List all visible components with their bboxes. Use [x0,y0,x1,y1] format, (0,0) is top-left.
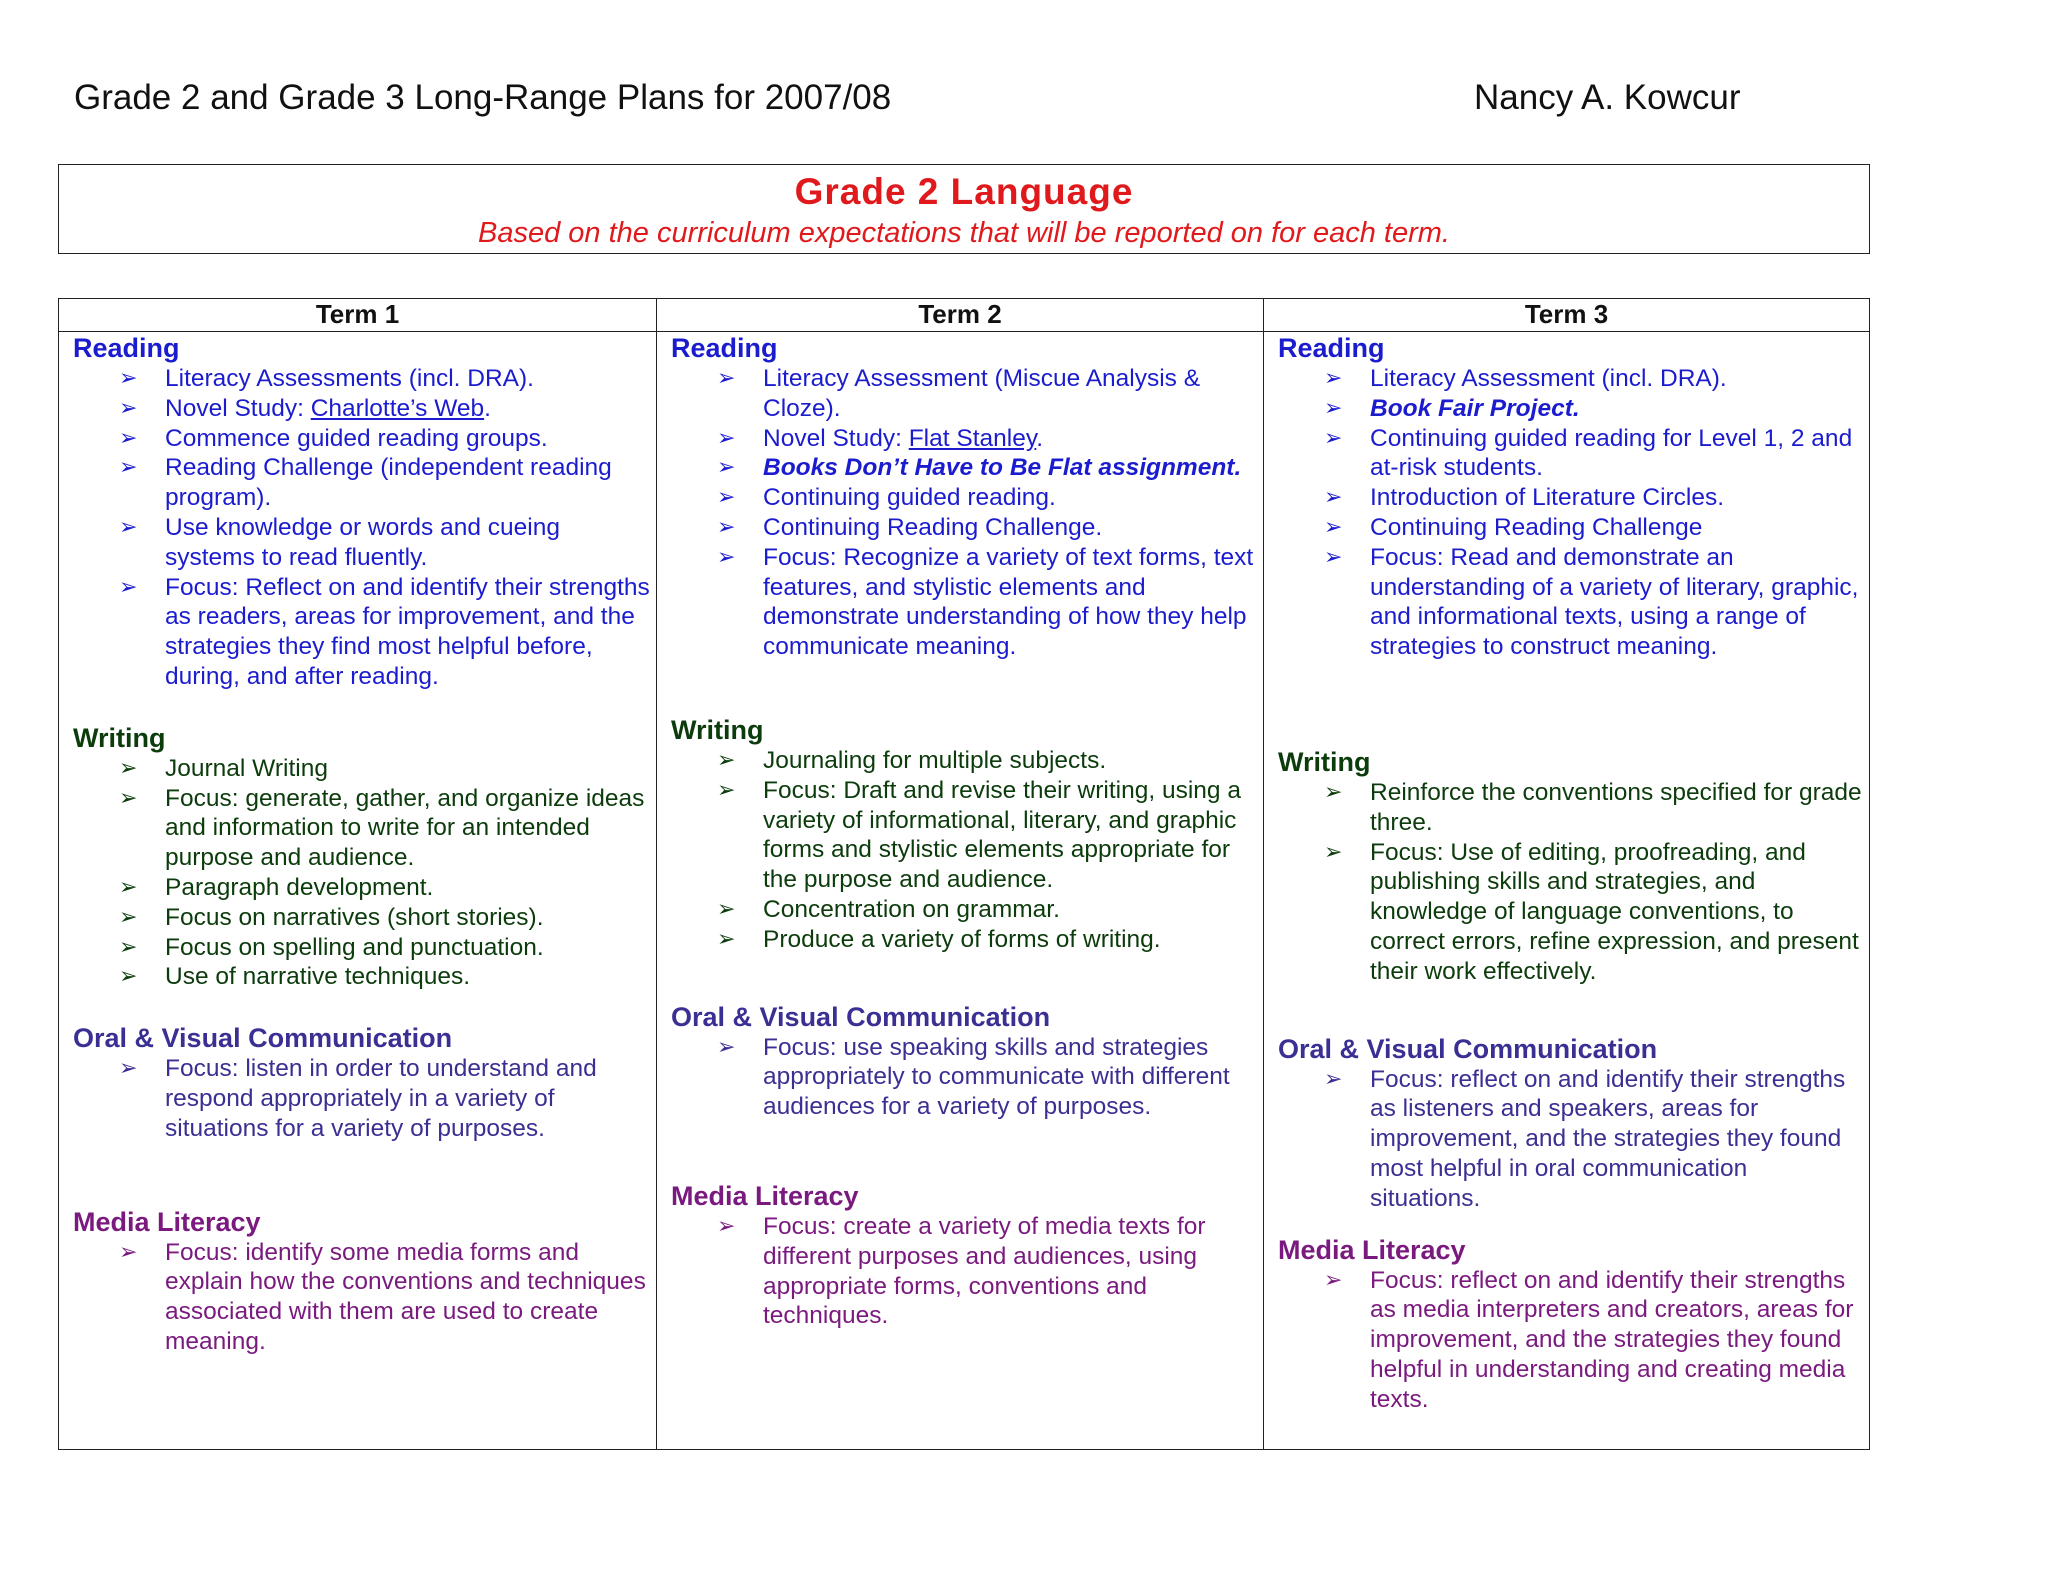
reading-heading: Reading [73,333,180,363]
arrowhead-bullet-icon: ➢ [1324,1267,1343,1293]
arrowhead-bullet-icon: ➢ [1324,544,1343,570]
writing-section [73,722,650,992]
writing-heading: Writing [671,714,764,745]
oral-section [1278,1033,1863,1214]
oral-heading: Oral & Visual Communication [1278,1033,1658,1064]
item-text: . [1036,424,1044,452]
list-item [119,573,650,692]
item-text: Focus: Reflect on and identify their strengths as readers, areas for improvement, and the strategies they find most helpful before, during, and after reading. [165,573,650,690]
list-item [717,543,1257,662]
list-item [717,925,1257,955]
arrowhead-bullet-icon: ➢ [119,1239,138,1265]
arrowhead-bullet-icon: ➢ [717,747,736,773]
item-text: Concentration on grammar. [763,895,1060,923]
reading-list [1278,364,1863,662]
item-text: Novel Study: [763,424,909,452]
arrowhead-bullet-icon: ➢ [717,544,736,570]
item-text: Reading Challenge (independent reading program). [165,454,612,512]
oral-heading: Oral & Visual Communication [73,1023,453,1054]
media-list [73,1238,650,1357]
list-item [1324,1065,1863,1214]
writing-list [73,754,650,992]
arrowhead-bullet-icon: ➢ [717,926,736,952]
list-item [119,784,650,873]
oral-list [1278,1065,1863,1214]
reading-section [1278,332,1863,662]
list-item [717,364,1257,424]
list-item [717,895,1257,925]
arrowhead-bullet-icon: ➢ [119,455,138,481]
oral-list [73,1054,650,1143]
term-body [657,332,1263,1331]
item-text: Continuing Reading Challenge [1370,513,1703,541]
arrowhead-bullet-icon: ➢ [119,395,138,421]
arrowhead-bullet-icon: ➢ [119,934,138,960]
item-text: Focus: reflect on and identify their strengths as media interpreters and creators, areas for improvement, and the strategies they found helpful in understanding and creating media texts. [1370,1266,1854,1413]
list-item [717,453,1257,483]
list-item [119,1054,650,1143]
list-item [119,364,650,394]
list-item [717,776,1257,895]
item-text: Focus: Recognize a variety of text forms, text features, and stylistic elements and demonstrate understanding of how they help communicate meaning. [763,543,1254,661]
item-text: Introduction of Literature Circles. [1370,484,1725,512]
arrowhead-bullet-icon: ➢ [1324,425,1343,451]
banner-title: Grade 2 Language [794,171,1134,212]
list-item [119,903,650,933]
arrowhead-bullet-icon: ➢ [119,964,138,990]
list-item [1324,1266,1863,1415]
list-item [1324,483,1863,513]
list-item [119,453,650,513]
arrowhead-bullet-icon: ➢ [119,425,138,451]
document-author: Nancy A. Kowcur [1474,78,1741,117]
list-item [119,1238,650,1357]
item-text: Focus on narratives (short stories). [165,903,544,931]
term-column-2 [657,299,1264,1449]
media-heading: Media Literacy [671,1180,859,1211]
list-item [1324,838,1863,987]
arrowhead-bullet-icon: ➢ [717,455,736,481]
item-text: Focus: reflect on and identify their strengths as listeners and speakers, areas for improvement, and the strategies they found most helpful in oral communication situations. [1370,1065,1846,1212]
novel-title: Charlotte’s Web [310,394,485,422]
arrowhead-bullet-icon: ➢ [1324,485,1343,511]
banner-subtitle: Based on the curriculum expectations that will be reported on for each term. [477,217,1450,249]
list-item [1324,424,1863,484]
item-text: Produce a variety of forms of writing. [763,925,1161,953]
arrowhead-bullet-icon: ➢ [717,896,736,922]
media-section [1278,1234,1863,1415]
item-text: . [484,394,491,422]
term-header: Term 1 [59,299,656,332]
item-text: Novel Study: [165,394,311,422]
arrowhead-bullet-icon: ➢ [1324,395,1343,421]
reading-section [73,332,650,692]
arrowhead-bullet-icon: ➢ [717,1213,736,1239]
item-text: Focus: use speaking skills and strategies appropriately to communicate with different audiences for a variety of purposes. [763,1033,1230,1121]
writing-heading: Writing [73,722,166,753]
arrowhead-bullet-icon: ➢ [717,425,736,451]
list-item [119,873,650,903]
arrowhead-bullet-icon: ➢ [119,574,138,600]
item-text: Journaling for multiple subjects. [763,746,1107,774]
item-text: Continuing guided reading for Level 1, 2 and at-risk students. [1370,424,1853,482]
item-text-emphasis: Books Don’t Have to Be Flat assignment. [763,454,1242,482]
list-item [1324,513,1863,543]
arrowhead-bullet-icon: ➢ [119,1056,138,1082]
list-item [1324,364,1863,394]
reading-heading: Reading [671,333,778,363]
arrowhead-bullet-icon: ➢ [119,874,138,900]
item-text: Focus: listen in order to understand and respond appropriately in a variety of situations for a variety of purposes. [165,1055,597,1142]
term-column-1 [59,299,657,1449]
media-heading: Media Literacy [73,1206,261,1237]
list-item [717,1212,1257,1331]
item-text: Continuing Reading Challenge. [763,513,1103,541]
arrowhead-bullet-icon: ➢ [119,904,138,930]
reading-list [671,364,1257,662]
item-text: Focus: Read and demonstrate an understanding of a variety of literary, graphic, and informational texts, using a range of strategies to construct meaning. [1370,543,1859,661]
writing-section [1278,746,1863,987]
item-text-emphasis: Book Fair Project. [1370,394,1580,422]
item-text: Use knowledge or words and cueing systems to read fluently. [165,513,560,571]
term-body [59,332,656,1357]
subject-banner [58,164,1870,254]
arrowhead-bullet-icon: ➢ [1324,366,1343,391]
item-text: Continuing guided reading. [763,484,1056,512]
reading-list [73,364,650,692]
list-item [717,513,1257,543]
item-text: Reinforce the conventions specified for grade three. [1370,778,1862,836]
term-header: Term 2 [657,299,1263,332]
list-item [1324,543,1863,662]
item-text: Focus: identify some media forms and explain how the conventions and techniques associated with them are used to create meaning. [165,1238,646,1355]
item-text: Journal Writing [165,754,328,782]
arrowhead-bullet-icon: ➢ [119,514,138,540]
document-title: Grade 2 and Grade 3 Long-Range Plans for 2007/08 [74,78,892,117]
item-text: Focus: Use of editing, proofreading, and publishing skills and strategies, and knowledge of language conventions, to correct errors, refine expression, and present their work effectively. [1370,838,1859,985]
media-section [73,1206,650,1357]
item-text: Commence guided reading groups. [165,424,548,452]
arrowhead-bullet-icon: ➢ [717,485,736,511]
item-text: Focus: create a variety of media texts for different purposes and audiences, using appropriate forms, conventions and techniques. [763,1212,1206,1330]
item-text: Focus: generate, gather, and organize ideas and information to write for an intended purpose and audience. [165,784,645,872]
oral-section [671,1001,1257,1122]
arrowhead-bullet-icon: ➢ [1324,839,1343,865]
list-item [717,1033,1257,1122]
writing-section [671,714,1257,955]
list-item [119,394,650,424]
arrowhead-bullet-icon: ➢ [717,514,736,540]
arrowhead-bullet-icon: ➢ [1324,1066,1343,1092]
media-heading: Media Literacy [1278,1234,1466,1265]
writing-heading: Writing [1278,746,1371,777]
item-text: Literacy Assessments (incl. DRA). [165,365,534,392]
media-list [671,1212,1257,1331]
media-section [671,1180,1257,1331]
page-header [74,78,1754,126]
oral-section [73,1022,650,1143]
item-text: Focus: Draft and revise their writing, using a variety of informational, literary, and graphic forms and stylistic elements appropriate for the purpose and audience. [763,776,1241,894]
item-text: Focus on spelling and punctuation. [165,933,544,961]
arrowhead-bullet-icon: ➢ [119,366,138,391]
arrowhead-bullet-icon: ➢ [717,366,736,391]
arrowhead-bullet-icon: ➢ [1324,514,1343,540]
arrowhead-bullet-icon: ➢ [717,777,736,803]
list-item [119,962,650,992]
reading-heading: Reading [1278,333,1385,363]
item-text: Literacy Assessment (Miscue Analysis & Cloze). [763,365,1201,422]
term-header: Term 3 [1264,299,1869,332]
term-plan-table [58,298,1870,1450]
list-item [119,424,650,454]
oral-heading: Oral & Visual Communication [671,1001,1051,1032]
term-column-3 [1264,299,1869,1449]
list-item [717,746,1257,776]
arrowhead-bullet-icon: ➢ [1324,779,1343,805]
arrowhead-bullet-icon: ➢ [717,1034,736,1060]
oral-list [671,1033,1257,1122]
novel-title: Flat Stanley [908,424,1037,452]
item-text: Use of narrative techniques. [165,963,471,991]
reading-section [671,332,1257,662]
item-text: Literacy Assessment (incl. DRA). [1370,365,1727,392]
list-item [717,483,1257,513]
term-body [1264,332,1869,1415]
arrowhead-bullet-icon: ➢ [119,755,138,781]
list-item [717,424,1257,454]
arrowhead-bullet-icon: ➢ [119,785,138,811]
list-item [119,933,650,963]
list-item [1324,778,1863,838]
item-text: Paragraph development. [165,873,434,901]
media-list [1278,1266,1863,1415]
writing-list [671,746,1257,955]
list-item [119,754,650,784]
list-item [1324,394,1863,424]
writing-list [1278,778,1863,987]
list-item [119,513,650,573]
